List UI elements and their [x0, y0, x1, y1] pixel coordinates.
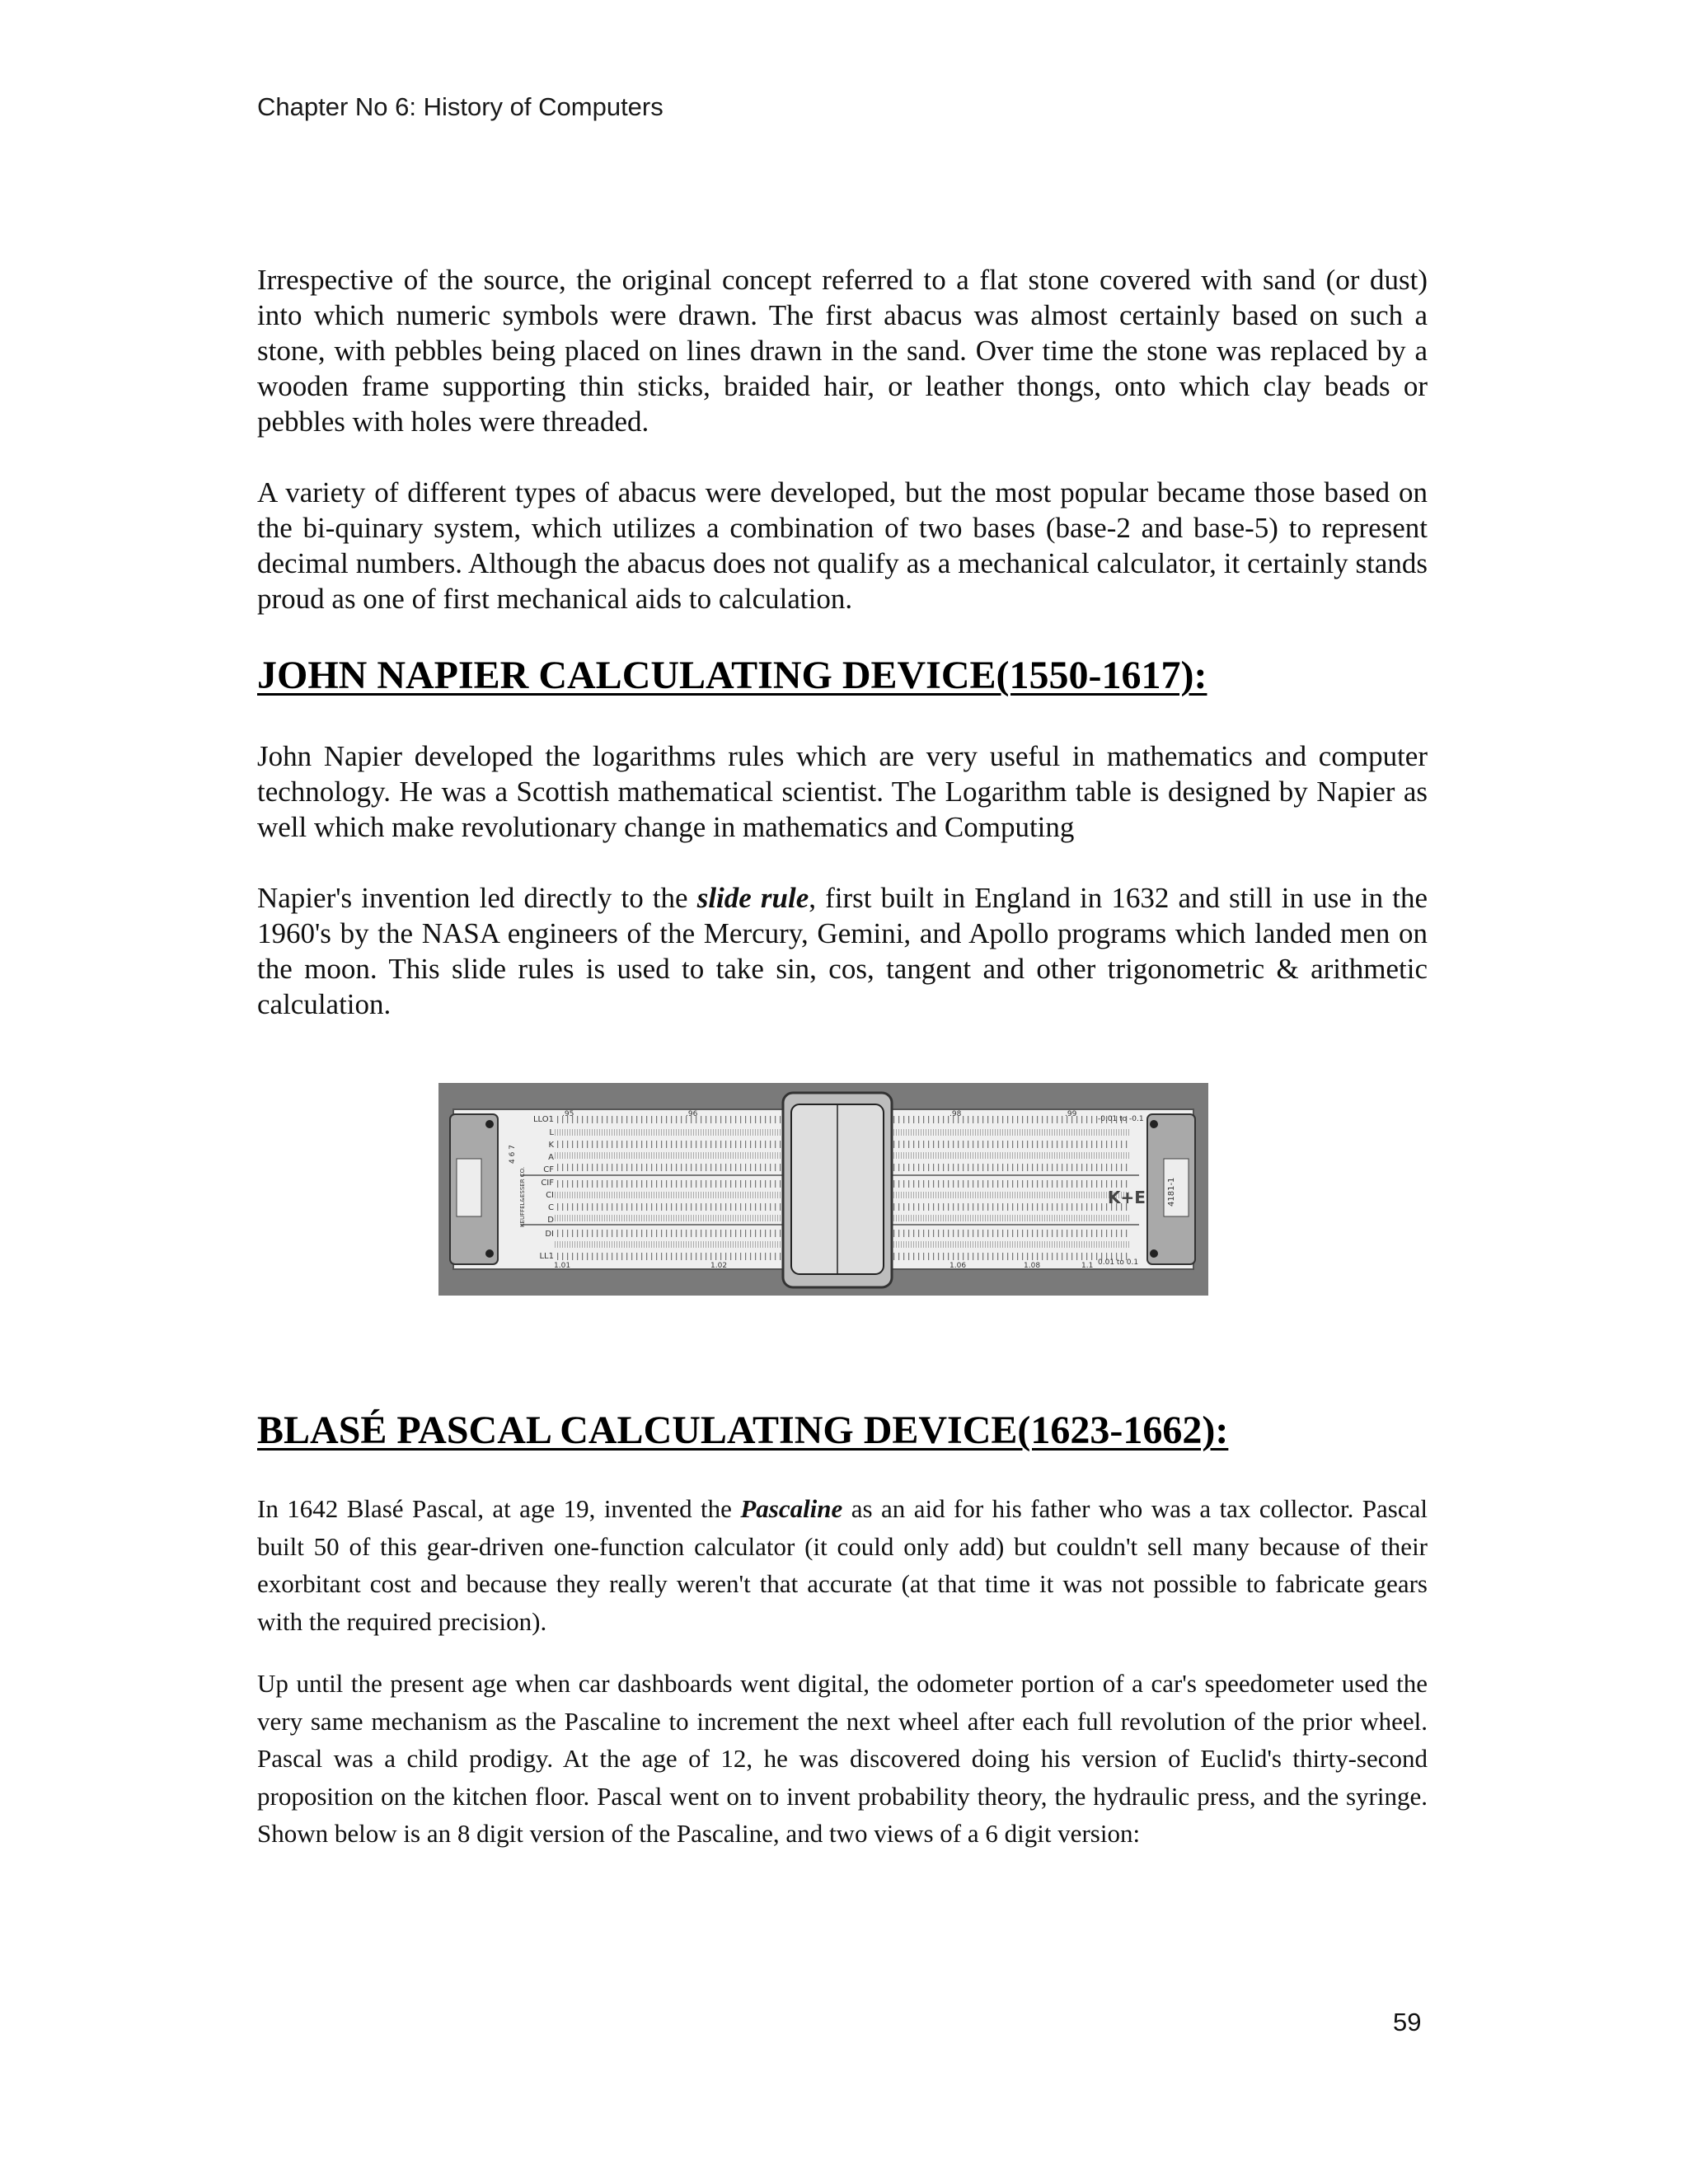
chapter-header: Chapter No 6: History of Computers [257, 92, 663, 121]
ke-logo: K+E [1108, 1188, 1146, 1207]
slide-rule-image [438, 1083, 1208, 1296]
scale-label: DI [545, 1230, 554, 1239]
scale-number: .98 [950, 1110, 962, 1118]
range-label: 0.01 to 0.1 [1098, 1258, 1139, 1267]
scale-number: .99 [1065, 1110, 1077, 1118]
scale-number: .96 [686, 1110, 698, 1118]
paragraph-abacus-origin: Irrespective of the source, the original concept referred to a flat stone covered with sand (or dust) into which numeric symbols were drawn. The first abacus was almost certainly based on such a stone, with pebbles being placed on lines drawn in the sand. Over time the stone was replaced by a wooden frame supporting thin sticks, braided hair, or leather thongs, onto which clay beads or pebbles with holes were threaded. [257, 264, 1428, 438]
scale-label: LL1 [539, 1252, 554, 1261]
slide-rule-cursor [783, 1093, 892, 1287]
end-code: 4181-1 [1167, 1177, 1176, 1207]
emphasis-slide-rule: slide rule [696, 882, 809, 914]
scale-number: 1.06 [950, 1262, 967, 1270]
scale-number: 1.02 [710, 1262, 728, 1270]
paragraph-napier-logarithms: John Napier developed the logarithms rules which are very useful in mathematics and computer technology. He was a Scottish mathematical scientist. The Logarithm table is designed by Napier as well which make revolutionary change in mathematics and Computing [257, 740, 1428, 843]
scale-number: .95 [562, 1110, 574, 1118]
scale-label: LLO1 [532, 1115, 554, 1124]
scale-number: 1.1 [1081, 1262, 1094, 1270]
paragraph-pascaline-odometer: Up until the present age when car dashboards went digital, the odometer portion of a car's speedometer used the very same mechanism as the Pascaline to increment the next wheel after each full revolution of the prior wheel. Pascal was a child prodigy. At the age of 12, he was discovered doing his version of Euclid's thirty-second proposition on the kitchen floor. Pascal went on to invent probability theory, the hydraulic press, and the syringe. Shown below is an 8 digit version of the Pascaline, and two views of a 6 digit version: [257, 1669, 1428, 1848]
scale-label: K [548, 1141, 554, 1150]
scale-label: D [547, 1216, 554, 1225]
heading-napier: JOHN NAPIER CALCULATING DEVICE(1550-1617): [257, 654, 1207, 697]
paragraph-napier-slide-rule [257, 880, 1428, 1022]
scale-label: C [548, 1203, 554, 1212]
text-run: as an aid for his father who was a tax collector. Pascal built 50 of this gear-driven one-function calculator (it could only add) but couldn't sell many because of their exorbitant cost and because they really weren't that accurate (at that time it was not possible to fabricate gears with the required precision). [257, 1494, 1428, 1636]
text-run: Napier's invention led directly to the [257, 882, 697, 914]
paragraph-abacus-types: A variety of different types of abacus were developed, but the most popular became those based on the bi-quinary system, which utilizes a combination of two bases (base-2 and base-5) to represent decimal numbers. Although the abacus does not qualify as a mechanical calculator, it certainly stands proud as one of first mechanical aids to calculation. [257, 476, 1428, 615]
scale-label: CF [543, 1165, 554, 1174]
brand-label: KEUFFEL&ESSER CO. [519, 1166, 526, 1227]
page-number: 59 [1393, 2008, 1422, 2036]
scale-label: A [548, 1153, 554, 1162]
text-run: In 1642 Blasé Pascal, at age 19, invented the [257, 1494, 741, 1523]
scale-label: CIF [541, 1179, 554, 1188]
emphasis-pascaline: Pascaline [740, 1494, 843, 1523]
paragraph-pascaline-invention [257, 1490, 1428, 1640]
range-label: -0.01 to -0.1 [1098, 1115, 1144, 1123]
text-run: , first built in England in 1632 and still in use in the 1960's by the NASA engineers of the Mercury, Gemini, and Apollo programs which landed men on the moon. This slide rules is used to take sin, cos, tangent and other trigonometric & arithmetic calculation. [257, 882, 1428, 1020]
scale-label: CI [546, 1191, 554, 1200]
scale-number: 1.08 [1024, 1262, 1041, 1270]
scale-number: 1.01 [554, 1262, 571, 1270]
model-code: 4 6 7 [509, 1145, 517, 1164]
scale-label: L [549, 1128, 554, 1137]
heading-pascal: BLASÉ PASCAL CALCULATING DEVICE(1623-1662): [257, 1408, 1229, 1452]
